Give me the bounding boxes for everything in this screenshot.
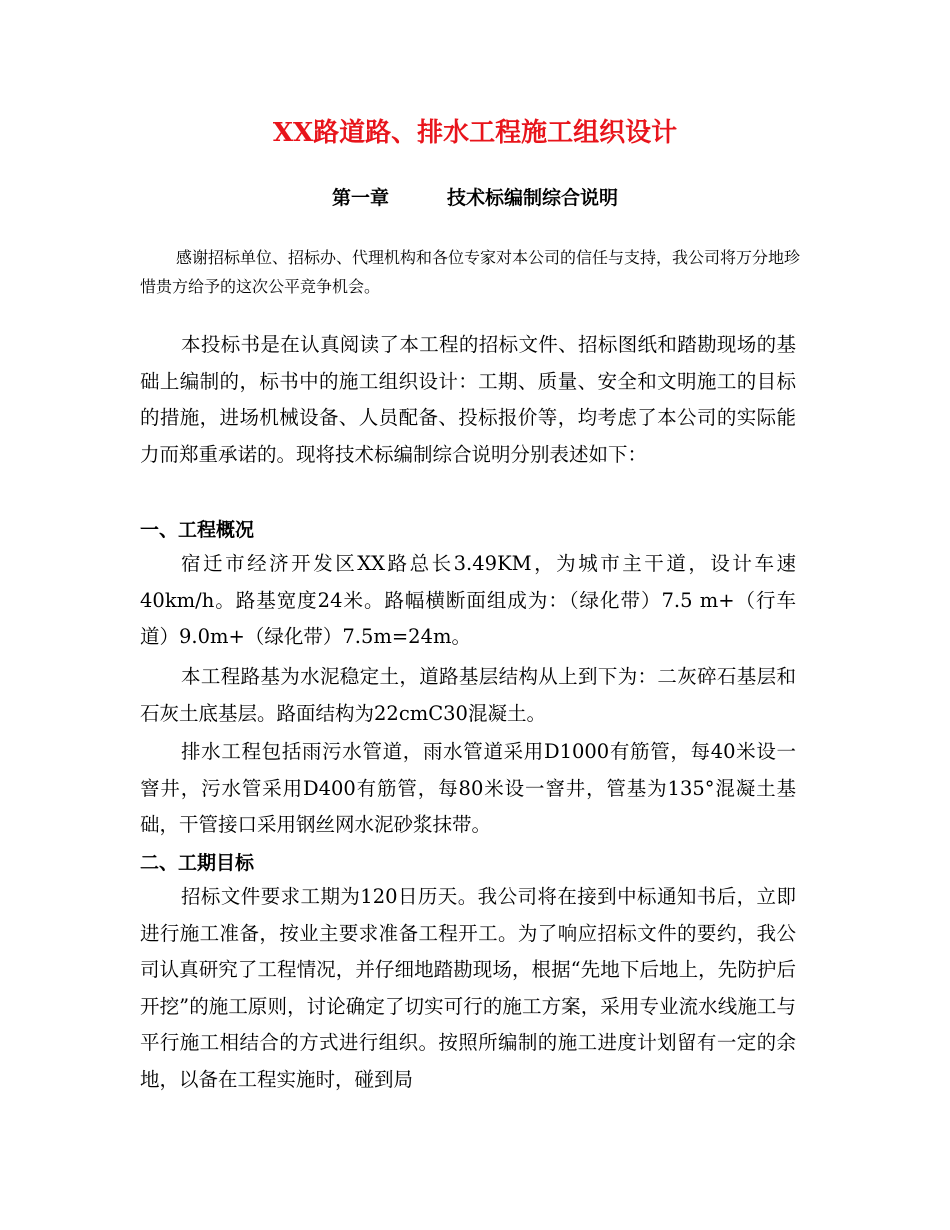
chapter-number: 第一章 bbox=[331, 187, 389, 209]
schedule-target-paragraph: 招标文件要求工期为120日历天。我公司将在接到中标通知书后，立即进行施工准备，按业主要求准备工程开工。为了响应招标文件的要约，我公司认真研究了工程情况，并仔细地踏勘现场，根据“先地下后地上，先防护后开挖”的施工原则，讨论确定了切实可行的施工方案，采用专业流水线施工与平行施工相结合的方式进行组织。按照所编制的施工进度计划留有一定的余地，以备在工程实施时，碰到局 bbox=[140, 885, 796, 1091]
project-overview-paragraph-1: 宿迁市经济开发区XX路总长3.49KM，为城市主干道，设计车速40km/h。路基宽度24米。路幅横断面组成为：（绿化带）7.5 m+（行车道）9.0m+（绿化带）7.5m=24m。 bbox=[140, 552, 796, 648]
chapter-title: 技术标编制综合说明 bbox=[447, 187, 619, 209]
project-overview-paragraph-2: 本工程路基为水泥稳定土，道路基层结构从上到下为：二灰碎石基层和石灰土底基层。路面结构为22cmC30混凝土。 bbox=[140, 665, 796, 725]
section-heading-schedule-target: 二、工期目标 bbox=[140, 852, 255, 874]
project-overview-paragraph-3: 排水工程包括雨污水管道，雨水管道采用D1000有筋管，每40米设一窨井，污水管采用D400有筋管，每80米设一窨井，管基为135°混凝土基础，干管接口采用钢丝网水泥砂浆抹带。 bbox=[140, 740, 796, 836]
section-heading-project-overview: 一、工程概况 bbox=[140, 519, 255, 541]
intro-paragraph: 感谢招标单位、招标办、代理机构和各位专家对本公司的信任与支持，我公司将万分地珍惜贵方给予的这次公平竞争机会。 bbox=[140, 248, 801, 296]
chapter-heading bbox=[0, 183, 950, 210]
overview-paragraph: 本投标书是在认真阅读了本工程的招标文件、招标图纸和踏勘现场的基础上编制的，标书中的施工组织设计：工期、质量、安全和文明施工的目标的措施，进场机械设备、人员配备、投标报价等，均考虑了本公司的实际能力而郑重承诺的。现将技术标编制综合说明分别表述如下： bbox=[140, 333, 796, 466]
document-title: XX路道路、排水工程施工组织设计 bbox=[272, 118, 678, 148]
